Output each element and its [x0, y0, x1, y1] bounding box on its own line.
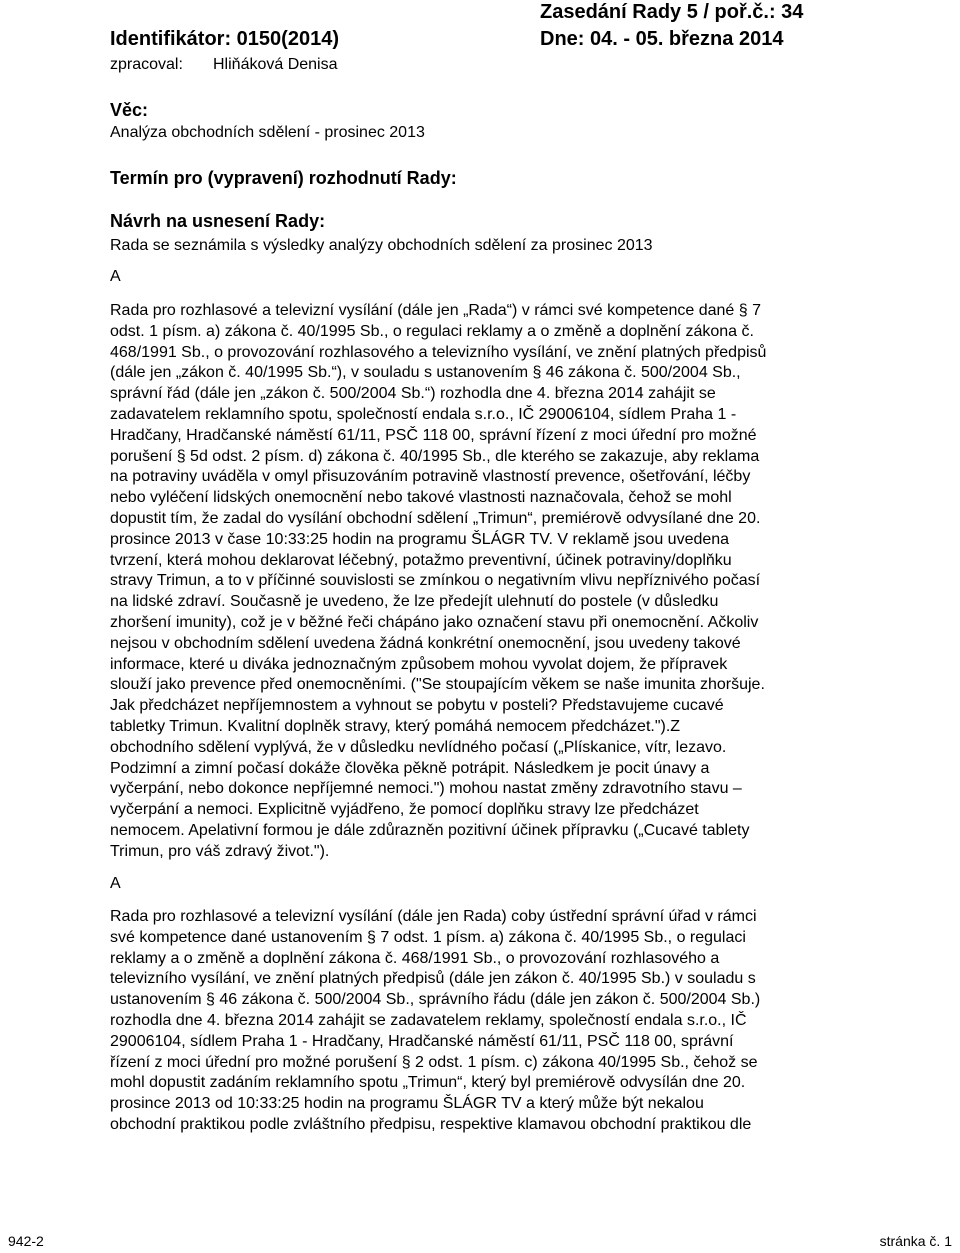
deadline-heading: Termín pro (vypravení) rozhodnutí Rady: [110, 168, 457, 188]
paragraph-line: na potraviny uváděla v omyl přisuzováním potravině vlastností prevence, ošetřování, léčby [110, 468, 751, 486]
paragraph-line: vyčerpání, nebo dokonce nepříjemné nemoci.") mohou nastat změny zdravotního stavu – [110, 780, 742, 798]
subject-heading: Věc: [110, 100, 149, 120]
footer-document-code: 942-2 [8, 1233, 44, 1249]
paragraph-line: informace, které u diváka jednoznačným způsobem mohou vyvolat dojem, že přípravek [110, 655, 728, 673]
meeting-date: Dne: 04. - 05. března 2014 [540, 28, 784, 50]
session-number: Zasedání Rady 5 / poř.č.: 34 [540, 1, 804, 23]
paragraph-line: správní řád (dále jen „zákon č. 500/2004 Sb.“) rozhodla dne 4. března 2014 zahájit se [110, 385, 716, 403]
paragraph-line: Jak předcházet nepříjemnostem a vyhnout se pobytu v posteli? Představujeme cucavé [110, 697, 724, 715]
paragraph-line: televizního vysílání, ve znění platných předpisů (dále jen zákon č. 40/1995 Sb.) v souladu s [110, 970, 756, 988]
paragraph-line: obchodní praktikou podle zvláštního předpisu, respektive klamavou obchodní praktikou dle [110, 1115, 752, 1133]
paragraph-line: ustanovením § 46 zákona č. 500/2004 Sb., správního řádu (dále jen zákon č. 500/2004 Sb.) [110, 991, 761, 1009]
paragraph-line: (dále jen „zákon č. 40/1995 Sb.“), v souladu s ustanovením § 46 zákona č. 500/2004 Sb., [110, 364, 741, 382]
paragraph-line: Hradčany, Hradčanské náměstí 61/11, PSČ 118 00, správní řízení z moci úřední pro možné [110, 426, 757, 444]
paragraph-line: 29006104, sídlem Praha 1 - Hradčany, Hradčanské náměstí 61/11, PSČ 118 00, správní [110, 1032, 734, 1050]
resolution-paragraph-1 [110, 301, 845, 863]
paragraph-line: stravy Trimun, a to v příčinné souvislosti se zmínkou o negativním vlivu nepříznivého počasí [110, 572, 761, 590]
paragraph-line: rozhodla dne 4. března 2014 zahájit se zadavatelem reklamy, společností endala s.r.o., IČ [110, 1011, 747, 1029]
processed-by-label: zpracoval: [110, 56, 183, 73]
paragraph-line: zadavatelem reklamního spotu, společností endala s.r.o., IČ 29006104, sídlem Praha 1 - [110, 405, 737, 423]
processed-by-name: Hliňáková Denisa [213, 56, 338, 73]
paragraph-line: prosince 2013 v čase 10:33:25 hodin na programu ŠLÁGR TV. V reklamě jsou uvedena [110, 530, 730, 548]
section-letter-a: A [110, 268, 121, 285]
paragraph-line: tvrzení, která mohou deklarovat léčebný, potažmo preventivní, účinek potraviny/doplňku [110, 551, 732, 569]
paragraph-line: odst. 1 písm. a) zákona č. 40/1995 Sb., o regulaci reklamy a o změně a doplnění zákona č. [110, 322, 754, 340]
paragraph-line: Podzimní a zimní počasí dokáže člověka pěkně potrápit. Následkem je pocit únavy a [110, 759, 710, 777]
subject-text: Analýza obchodních sdělení - prosinec 2013 [110, 124, 425, 141]
paragraph-line: na lidské zdraví. Současně je uvedeno, že lze předejít ulehnutí do postele (v důsledku [110, 593, 719, 611]
paragraph-line: nebo vyléčení lidských onemocnění nebo takové vlastnosti naznačovala, čehož se mohl [110, 489, 732, 507]
footer-page-number: stránka č. 1 [879, 1233, 952, 1249]
paragraph-line: porušení § 5d odst. 2 písm. d) zákona č. 40/1995 Sb., dle kterého se zakazuje, aby reklama [110, 447, 760, 465]
paragraph-line: reklamy a o změně a doplnění zákona č. 468/1991 Sb., o provozování rozhlasového a [110, 949, 720, 967]
proposal-heading: Návrh na usnesení Rady: [110, 211, 326, 231]
proposal-intro: Rada se seznámila s výsledky analýzy obchodních sdělení za prosinec 2013 [110, 237, 653, 254]
document-identifier: Identifikátor: 0150(2014) [110, 28, 339, 50]
paragraph-line: Rada pro rozhlasové a televizní vysílání (dále jen Rada) coby ústřední správní úřad v rámci [110, 908, 757, 925]
paragraph-line: prosince 2013 od 10:33:25 hodin na programu ŠLÁGR TV a který může být nekalou [110, 1095, 704, 1113]
section-letter-a-second: A [110, 875, 121, 892]
paragraph-line: 468/1991 Sb., o provozování rozhlasového a televizního vysílání, ve znění platných předpisů [110, 343, 767, 361]
paragraph-line: nejsou v obchodním sdělení uvedena žádná konkrétní onemocnění, jsou uvedeny takové [110, 634, 741, 652]
paragraph-line: Rada pro rozhlasové a televizní vysílání (dále jen „Rada“) v rámci své kompetence dané § 7 [110, 302, 761, 319]
paragraph-line: nemocem. Apelativní formou je dále zdůrazněn pozitivní účinek přípravku („Cucavé tablety [110, 821, 750, 839]
paragraph-line: mohl dopustit zadáním reklamního spotu „Trimun“, který byl premiérově odvysílán dne 20. [110, 1074, 746, 1092]
paragraph-line: tabletky Trimun. Kvalitní doplněk stravy, který pomáhá nemocem předcházet.").Z [110, 717, 681, 735]
paragraph-line: obchodního sdělení vyplývá, že v důsledku nevlídného počasí („Plískanice, vítr, lezavo. [110, 738, 727, 756]
paragraph-line: Trimun, pro váš zdravý život."). [110, 842, 330, 860]
paragraph-line: dopustit tím, že zadal do vysílání obchodní sdělení „Trimun“, premiérově odvysílané dne 20. [110, 509, 761, 527]
paragraph-line: vyčerpání a nemoci. Explicitně vyjádřeno, že pomocí doplňku stravy lze předcházet [110, 801, 699, 819]
paragraph-line: řízení z moci úřední pro možné porušení § 2 odst. 1 písm. c) zákona 40/1995 Sb., čehož se [110, 1053, 758, 1071]
resolution-paragraph-2 [110, 907, 845, 1136]
paragraph-line: své kompetence dané ustanovením § 7 odst. 1 písm. a) zákona č. 40/1995 Sb., o regulaci [110, 928, 746, 946]
paragraph-line: zhoršení imunity), což je v běžné řeči chápáno jako označení stavu při onemocnění. Ačkoliv [110, 613, 759, 631]
paragraph-line: slouží jako prevence před onemocněními. ("Se stoupajícím věkem se naše imunita zhoršuje. [110, 676, 765, 694]
